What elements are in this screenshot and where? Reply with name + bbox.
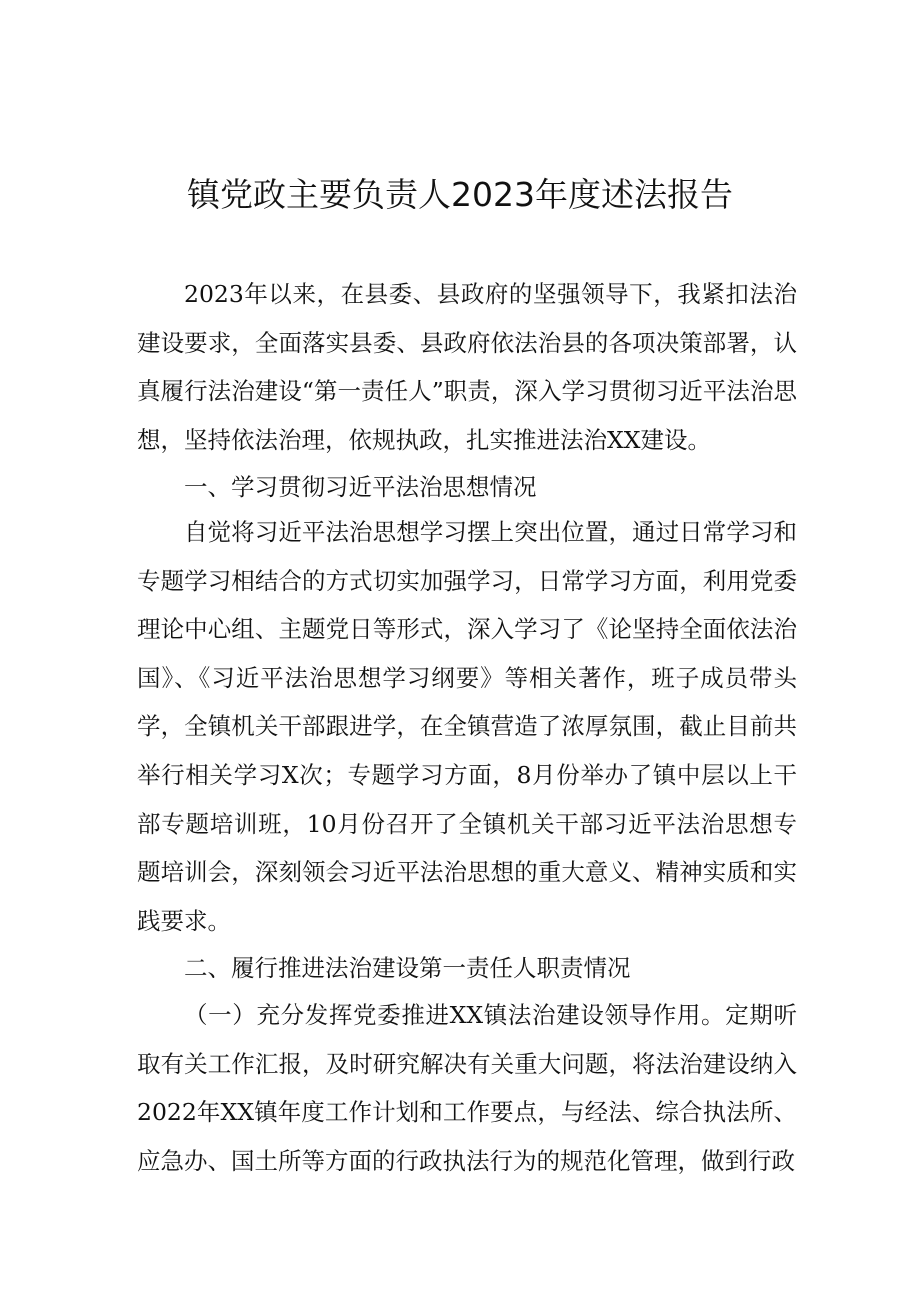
section-1-heading: 一、学习贯彻习近平法治思想情况 [184, 473, 537, 501]
section-2-paragraph: （一）充分发挥党委推进XX镇法治建设领导作用。定期听取有关工作汇报，及时研究解决有关重大问题，将法治建设纳入2022年XX镇年度工作计划和工作要点，与经法、综合执法所、应急办、国土所等方面的行政执法行为的规范化管理，做到行政 [137, 1001, 797, 1175]
document-title: 镇党政主要负责人2023年度述法报告 [187, 175, 733, 214]
intro-paragraph: 2023年以来，在县委、县政府的坚强领导下，我紧扣法治建设要求，全面落实县委、县政府依法治县的各项决策部署，认真履行法治建设“第一责任人”职责，深入学习贯彻习近平法治思想，坚持依法治理，依规执政，扎实推进法治XX建设。 [137, 280, 797, 454]
section-2-heading: 二、履行推进法治建设第一责任人职责情况 [184, 954, 631, 982]
section-1-paragraph: 自觉将习近平法治思想学习摆上突出位置，通过日常学习和专题学习相结合的方式切实加强学习，日常学习方面，利用党委理论中心组、主题党日等形式，深入学习了《论坚持全面依法治国》、《习近平法治思想学习纲要》等相关著作，班子成员带头学，全镇机关干部跟进学，在全镇营造了浓厚氛围，截止目前共举行相关学习X次；专题学习方面，8月份举办了镇中层以上干部专题培训班，10月份召开了全镇机关干部习近平法治思想专题培训会，深刻领会习近平法治思想的重大意义、精神实质和实践要求。 [137, 518, 797, 935]
